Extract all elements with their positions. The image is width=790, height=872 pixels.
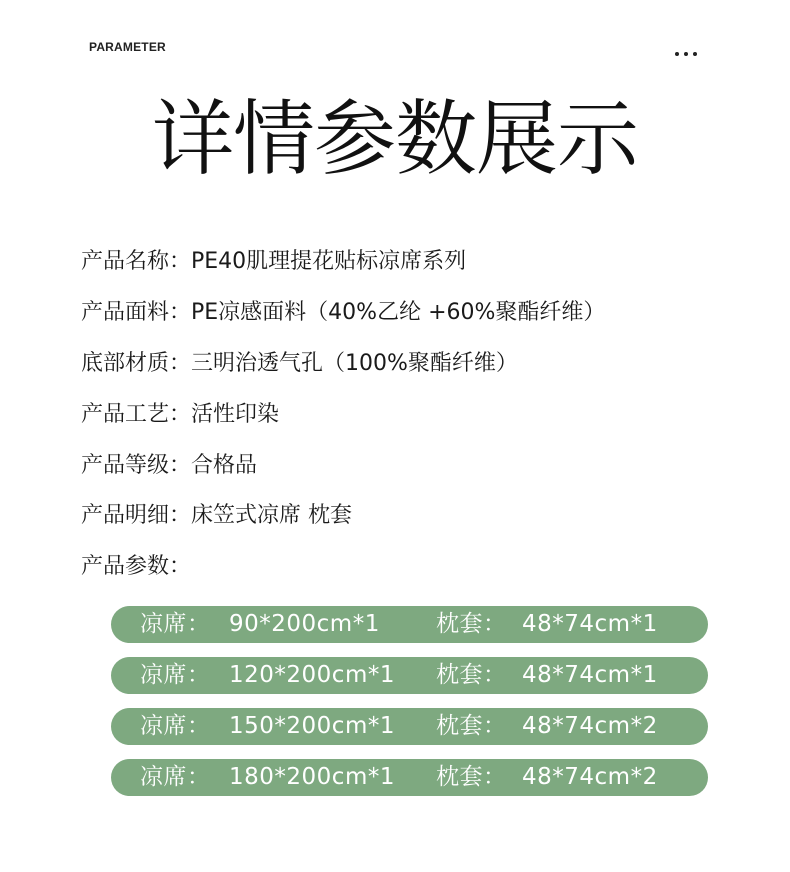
spec-row-name: [81, 237, 761, 288]
mat-size: 90*200cm*1: [229, 611, 380, 637]
mat-label: 凉席：: [140, 611, 211, 637]
mat-size: 180*200cm*1: [229, 764, 395, 790]
pillow-size: 48*74cm*2: [522, 713, 658, 739]
size-pill: [111, 657, 708, 694]
spec-row-base-material: [81, 339, 761, 390]
spec-label: 产品面料：: [81, 300, 192, 326]
spec-value: PE凉感面料（40%乙纶 +60%聚酯纤维）: [191, 300, 606, 326]
mat-label: 凉席：: [140, 662, 211, 688]
spec-value: 三明治透气孔（100%聚酯纤维）: [191, 350, 518, 376]
spec-value: 合格品: [191, 452, 258, 478]
dot: [684, 52, 688, 56]
size-pill: [111, 708, 708, 745]
spec-row-process: [81, 389, 761, 440]
mat-label: 凉席：: [140, 764, 211, 790]
pillow-size: 48*74cm*2: [522, 764, 658, 790]
spec-row-fabric: [81, 288, 761, 339]
pillow-size: 48*74cm*1: [522, 611, 658, 637]
spec-row-params: [81, 542, 761, 593]
mat-size: 150*200cm*1: [229, 713, 395, 739]
pillow-label: 枕套：: [436, 713, 507, 739]
mat-size: 120*200cm*1: [229, 662, 395, 688]
dot: [693, 52, 697, 56]
pillow-label: 枕套：: [436, 764, 507, 790]
spec-row-grade: [81, 440, 761, 491]
spec-label: 产品明细：: [81, 503, 192, 529]
spec-label: 底部材质：: [81, 350, 192, 376]
spec-label: 产品等级：: [81, 452, 192, 478]
more-dots-icon[interactable]: [675, 44, 697, 64]
spec-label: 产品参数：: [81, 554, 192, 580]
spec-value: PE40肌理提花贴标凉席系列: [191, 249, 467, 275]
size-pill: [111, 606, 708, 643]
pillow-size: 48*74cm*1: [522, 662, 658, 688]
mat-label: 凉席：: [140, 713, 211, 739]
pillow-label: 枕套：: [436, 662, 507, 688]
size-list: [111, 606, 708, 810]
spec-label: 产品工艺：: [81, 401, 192, 427]
pillow-label: 枕套：: [436, 611, 507, 637]
spec-value: 床笠式凉席 枕套: [191, 503, 353, 529]
spec-row-details: [81, 491, 761, 542]
spec-label: 产品名称：: [81, 249, 192, 275]
size-pill: [111, 759, 708, 796]
spec-value: 活性印染: [191, 401, 280, 427]
spec-list: [81, 237, 761, 593]
page-title: 详情参数展示: [151, 92, 638, 187]
section-tag: PARAMETER: [89, 40, 166, 54]
dot: [675, 52, 679, 56]
